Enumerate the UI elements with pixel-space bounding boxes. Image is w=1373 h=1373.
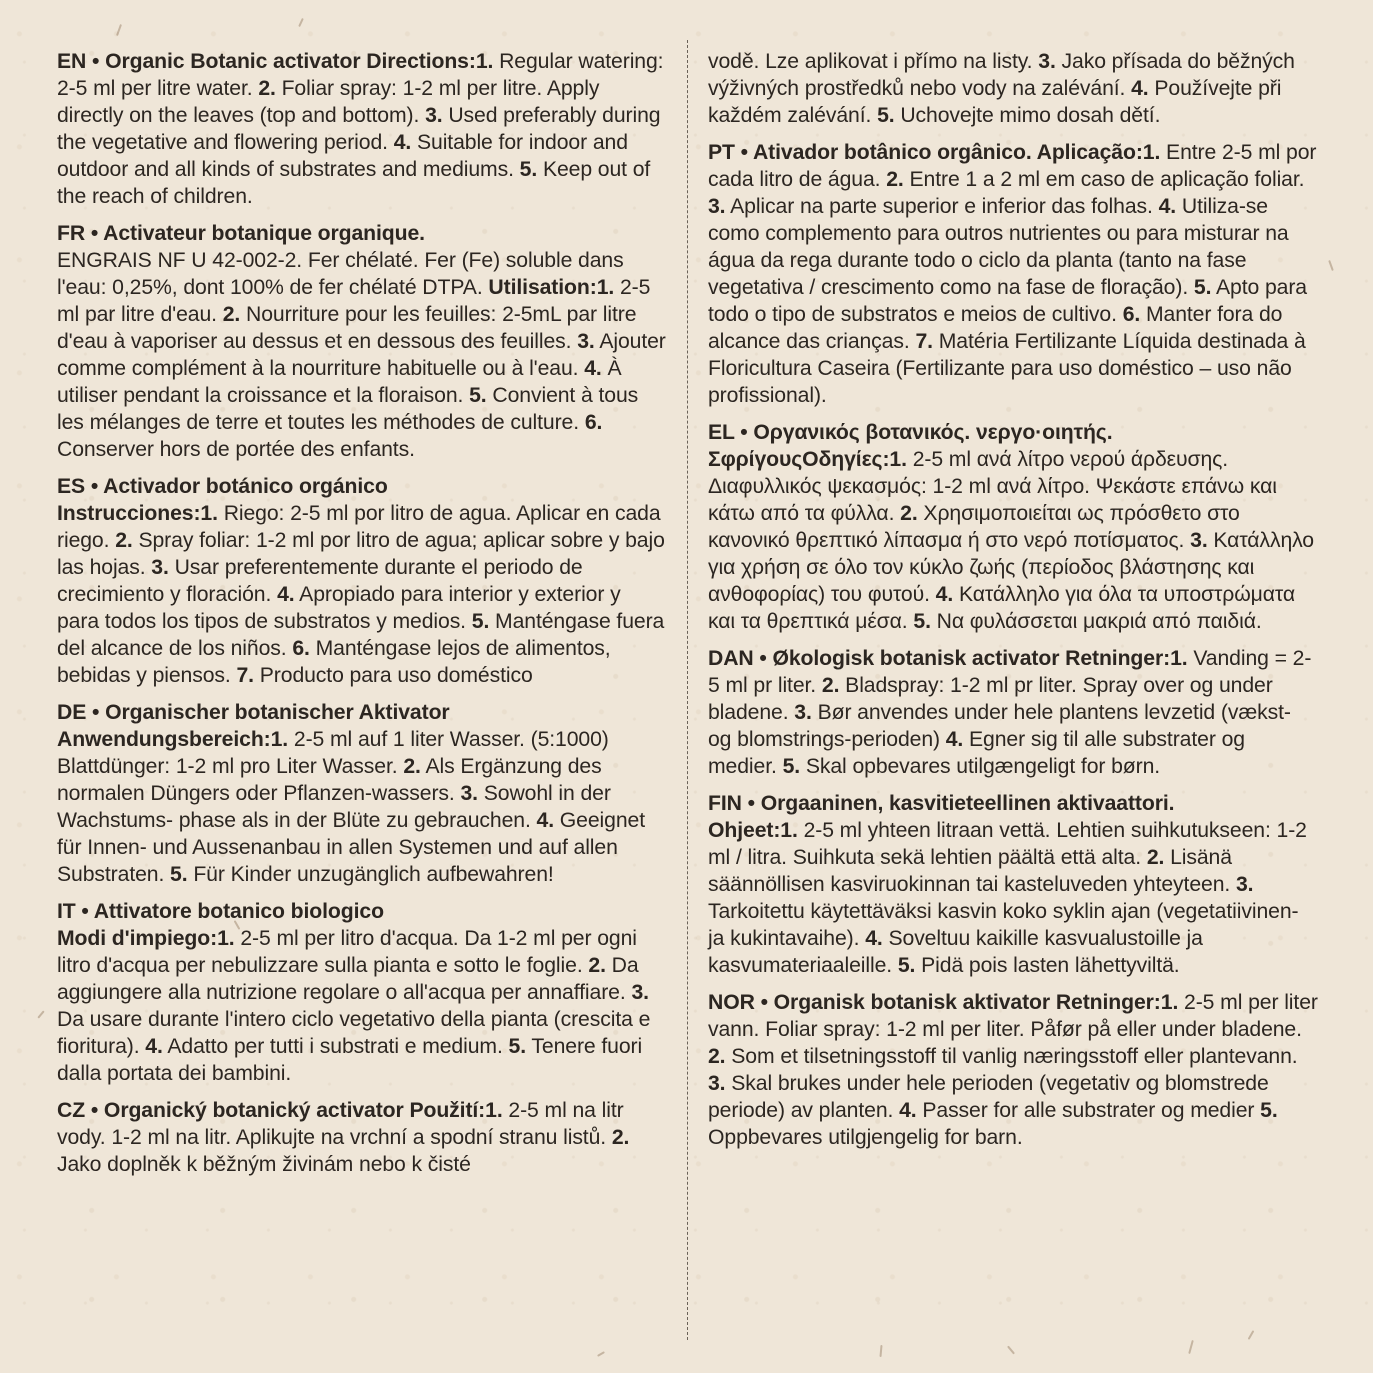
paper-fiber xyxy=(1328,260,1334,271)
section-subheading: Instrucciones: xyxy=(57,502,201,525)
item-text: Tenere fuori dalla portata dei bambini. xyxy=(57,1035,643,1085)
item-text: Als Ergänzung des normalen Düngers oder Pflanzen-wassers. xyxy=(57,755,602,805)
section-text xyxy=(708,989,1318,1151)
column-divider xyxy=(687,40,688,1340)
item-text: Uchovejte mimo dosah dětí. xyxy=(894,104,1161,127)
item-number: 4. xyxy=(536,809,555,832)
item-text: Jako přísada do běžných výživných prostředků nebo vody na zalévání. xyxy=(708,50,1295,100)
item-text: Pidä pois lasten lähettyviltä. xyxy=(915,954,1180,977)
item-text: Tarkoitettu käytettäväksi kasvin koko syklin ajan (vegetatiivinen- ja kukintavaihe). xyxy=(708,900,1299,950)
item-text: Apropiado para interior y exterior y para todos los tipos de substratos y medios. xyxy=(57,583,621,633)
item-text: À utiliser pendant la croissance et la floraison. xyxy=(57,357,622,407)
section-it xyxy=(57,898,667,1087)
paper-fiber xyxy=(37,1010,44,1018)
item-number: 4. xyxy=(584,357,602,380)
item-text: 2-5 ml per litro d'acqua. Da 1-2 ml per ogni litro d'acqua per nebulizzare sulla pianta e sotto le foglie. xyxy=(57,927,637,977)
item-number: 1. xyxy=(475,50,494,73)
item-number: 2. xyxy=(403,755,421,778)
item-number: 3. xyxy=(1038,50,1056,73)
item-number: 5. xyxy=(913,610,931,633)
section-heading: IT • Attivatore botanico biologico xyxy=(57,900,384,923)
section-subheading: Modi d'impiego: xyxy=(57,927,218,950)
item-text: Adatto per tutti i substrati e medium. xyxy=(162,1035,509,1058)
item-number: 2. xyxy=(1146,846,1165,869)
paper-fiber xyxy=(1007,1346,1015,1355)
item-text: Aplicar na parte superior e inferior das folhas. xyxy=(725,195,1159,218)
instruction-item xyxy=(708,50,1038,73)
item-text: Κατάλληλο για όλα τα υποστρώματα και τα θρεπτικά μέσα. xyxy=(708,583,1296,633)
item-number: 7. xyxy=(236,664,254,687)
paper-fiber xyxy=(116,24,122,36)
section-heading: EL • Οργανικός βοτανικός. νεργο·οιητής. xyxy=(708,421,1113,444)
item-text: Entre 1 a 2 ml em caso de aplicação foliar. xyxy=(903,168,1305,191)
item-number: 6. xyxy=(1122,303,1141,326)
section-text xyxy=(57,220,667,463)
section-el xyxy=(708,419,1318,635)
section-fin xyxy=(708,790,1318,979)
item-text: Da usare durante l'intero ciclo vegetativo della pianta (crescita e fioritura). xyxy=(57,1008,651,1058)
instruction-item xyxy=(877,104,1160,127)
paper-fiber xyxy=(597,1351,605,1357)
item-number: 1. xyxy=(1170,647,1188,670)
paper-fiber xyxy=(1248,1330,1255,1340)
item-text: Riego: 2-5 ml por litro de agua. Aplicar en cada riego. xyxy=(57,502,661,552)
instruction-item xyxy=(783,755,1161,778)
section-heading: EN • Organic Botanic activator Directions: xyxy=(57,50,476,73)
item-text: Lisänä säännöllisen kasviruokinnan tai kasteluveden yhteyteen. xyxy=(708,846,1236,896)
item-number: 4. xyxy=(945,728,964,751)
item-text: 2-5 ml per liter vann. Foliar spray: 1-2 ml per liter. Påfør på eller under bladene. xyxy=(708,991,1318,1041)
section-text xyxy=(57,1097,667,1178)
section-text xyxy=(57,699,667,888)
item-number: 5. xyxy=(1260,1099,1278,1122)
item-text: Utiliza-se como complemento para outros nutrientes ou para misturar na água da rega durante todo o ciclo da planta (tanto na fase vegetativa / crescimento como na fase de floração). xyxy=(708,195,1289,299)
paper-fiber xyxy=(298,18,304,27)
item-text: Da aggiungere alla nutrizione regolare o all'acqua per annaffiare. xyxy=(57,954,639,1004)
section-heading: FIN • Orgaaninen, kasvitieteellinen aktivaattori. xyxy=(708,792,1175,815)
item-number: 5. xyxy=(1193,276,1212,299)
item-text: Oppbevares utilgjengelig for barn. xyxy=(708,1126,1023,1149)
item-number: 5. xyxy=(782,755,801,778)
item-number: 7. xyxy=(915,330,933,353)
instruction-item xyxy=(913,610,1261,633)
item-text: Jako doplněk k běžným živinám nebo k čisté xyxy=(57,1153,471,1176)
item-number: 5. xyxy=(877,104,895,127)
item-text: Matéria Fertilizante Líquida destinada à Floricultura Caseira (Fertilizante para uso doméstico – uso não profissional). xyxy=(708,330,1306,407)
item-text: Used preferably during the vegetative and flowering period. xyxy=(57,104,661,154)
item-number: 3. xyxy=(151,556,169,579)
item-text: 2-5 ml yhteen litraan vettä. Lehtien suihkutukseen: 1-2 ml / litra. Suihkuta sekä lehtien päältä että alta. xyxy=(708,819,1307,869)
section-heading: ES • Activador botánico orgánico xyxy=(57,475,388,498)
section-dan xyxy=(708,645,1318,780)
section-heading: DE • Organischer botanischer Aktivator xyxy=(57,701,450,724)
item-text: Manténgase fuera del alcance de los niños. xyxy=(57,610,665,660)
section-subheading: ΣφρίγουςΟδηγίες: xyxy=(708,448,890,471)
item-text: Bør anvendes under hele plantens levzetid (vækst- og blomstrings-perioden) xyxy=(708,701,1291,751)
item-number: 5. xyxy=(897,954,916,977)
item-text: Να φυλάσσεται μακριά από παιδιά. xyxy=(930,610,1262,633)
item-text: Nourriture pour les feuilles: 2-5mL par litre d'eau à vaporiser au dessus et en dessous des feuilles. xyxy=(57,303,637,353)
item-number: 5. xyxy=(469,384,487,407)
item-number: 3. xyxy=(1235,873,1254,896)
item-number: 3. xyxy=(708,195,726,218)
item-number: 4. xyxy=(865,927,883,950)
item-text: 2-5 ml na litr vody. 1-2 ml na litr. Aplikujte na vrchní a spodní stranu listů. xyxy=(57,1099,624,1149)
item-text: Manténgase lejos de alimentos, bebidas y piensos. xyxy=(57,637,611,687)
paper-fiber xyxy=(879,1345,882,1357)
instruction-item xyxy=(898,954,1180,977)
item-text: Für Kinder unzugänglich aufbewahren! xyxy=(187,863,554,886)
right-column xyxy=(708,48,1318,1161)
item-number: 1. xyxy=(889,448,907,471)
item-number: 2. xyxy=(886,168,904,191)
item-text: Manter fora do alcance das crianças. xyxy=(708,303,1283,353)
item-text: Convient à tous les mélanges de terre et toutes les méthodes de culture. xyxy=(57,384,639,434)
item-text: Bladspray: 1-2 ml pr liter. Spray over og under bladene. xyxy=(708,674,1273,724)
item-number: 6. xyxy=(292,637,310,660)
item-number: 1. xyxy=(270,728,289,751)
section-text xyxy=(708,139,1318,409)
item-number: 4. xyxy=(899,1099,917,1122)
item-number: 2. xyxy=(115,529,133,552)
instruction-item xyxy=(886,168,1304,191)
left-column xyxy=(57,48,667,1188)
section-cz-cont xyxy=(708,48,1318,129)
item-number: 2. xyxy=(611,1126,630,1149)
section-intro: ENGRAIS NF U 42-002-2. Fer chélaté. Fer (Fe) soluble dans l'eau: 0,25%, dont 100% de fer chélaté DTPA. xyxy=(57,249,624,299)
instruction-item xyxy=(899,1099,1260,1122)
item-number: 3. xyxy=(577,330,595,353)
item-number: 3. xyxy=(708,1072,726,1095)
item-number: 5. xyxy=(519,158,538,181)
item-text: Keep out of the reach of children. xyxy=(57,158,651,208)
item-text: Apto para todo o tipo de substratos e meios de cultivo. xyxy=(708,276,1307,326)
item-text: Foliar spray: 1-2 ml per litre. Apply directly on the leaves (top and bottom). xyxy=(57,77,600,127)
instruction-item xyxy=(708,1045,1298,1068)
item-number: 4. xyxy=(1158,195,1177,218)
item-number: 4. xyxy=(935,583,954,606)
item-text: Soveltuu kaikille kasvualustoille ja kasvumateriaaleille. xyxy=(708,927,1203,977)
section-text xyxy=(57,898,667,1087)
section-heading: FR • Activateur botanique organique. xyxy=(57,222,425,245)
item-text: Producto para uso doméstico xyxy=(253,664,533,687)
section-text xyxy=(708,419,1318,635)
item-text: vodě. Lze aplikovat i přímo na listy. xyxy=(708,50,1039,73)
item-number: 4. xyxy=(277,583,295,606)
item-text: Som et tilsetningsstoff til vanlig næringsstoff eller plantevann. xyxy=(725,1045,1298,1068)
section-fr xyxy=(57,220,667,463)
item-number: 6. xyxy=(584,411,603,434)
item-text: Regular watering: 2-5 ml per litre water. xyxy=(57,50,664,100)
item-number: 3. xyxy=(1190,529,1208,552)
item-number: 5. xyxy=(471,610,490,633)
item-number: 4. xyxy=(393,131,412,154)
section-heading: PT • Ativador botânico orgânico. Aplicação: xyxy=(708,141,1143,164)
section-nor xyxy=(708,989,1318,1151)
item-text: Skal brukes under hele perioden (vegetativ og blomstrede periode) av planten. xyxy=(708,1072,1269,1122)
item-number: 2. xyxy=(222,303,241,326)
section-text xyxy=(708,645,1318,780)
item-text: Passer for alle substrater og medier xyxy=(916,1099,1261,1122)
item-number: 1. xyxy=(1142,141,1161,164)
item-text: Egner sig til alle substrater og medier. xyxy=(708,728,1245,778)
section-text xyxy=(708,48,1318,129)
section-subheading: Anwendungsbereich: xyxy=(57,728,271,751)
section-pt xyxy=(708,139,1318,409)
item-text: Entre 2-5 ml por cada litro de água. xyxy=(708,141,1317,191)
section-heading: CZ • Organický botanický activator Použití: xyxy=(57,1099,486,1122)
instruction-item xyxy=(145,1035,508,1058)
item-text: Používejte při každém zalévání. xyxy=(708,77,1282,127)
item-text: Conserver hors de portée des enfants. xyxy=(57,438,415,461)
item-text: Sowohl in der Wachstums- phase als in der Blüte zu gebrauchen. xyxy=(57,782,611,832)
item-text: 2-5 ml par litre d'eau. xyxy=(57,276,651,326)
item-number: 3. xyxy=(794,701,812,724)
item-number: 5. xyxy=(170,863,188,886)
paper-fiber xyxy=(1188,1340,1194,1354)
item-number: 3. xyxy=(425,104,443,127)
section-subheading: Ohjeet: xyxy=(708,819,781,842)
item-text: Ajouter comme complément à la nourriture habituelle ou à l'eau. xyxy=(57,330,666,380)
section-text xyxy=(708,790,1318,979)
section-en xyxy=(57,48,667,210)
item-text: Χρησιμοποιείται ως πρόσθετο στο κανονικό θρεπτικό λίπασμα ή στο νερό ποτίσματος. xyxy=(708,502,1240,552)
section-heading: NOR • Organisk botanisk aktivator Retninger: xyxy=(708,991,1161,1014)
section-heading: DAN • Økologisk botanisk activator Retninger: xyxy=(708,647,1171,670)
item-number: 3. xyxy=(631,981,649,1004)
item-text: Spray foliar: 1-2 ml por litro de agua; aplicar sobre y bajo las hojas. xyxy=(57,529,665,579)
instruction-item xyxy=(237,664,533,687)
item-number: 2. xyxy=(258,77,276,100)
item-text: 2-5 ml auf 1 liter Wasser. (5:1000) Blattdünger: 1-2 ml pro Liter Wasser. xyxy=(57,728,609,778)
item-number: 4. xyxy=(145,1035,163,1058)
section-text xyxy=(57,48,667,210)
item-number: 3. xyxy=(460,782,478,805)
item-text: Skal opbevares utilgængeligt for børn. xyxy=(800,755,1161,778)
item-number: 2. xyxy=(821,674,840,697)
item-text: 2-5 ml ανά λίτρο νερού άρδευσης. Διαφυλλικός ψεκασμός: 1-2 ml ανά λίτρο. Ψεκάστε επάνω και κάτω από τα φύλλα. xyxy=(708,448,1277,525)
section-subheading: Utilisation: xyxy=(488,276,597,299)
item-text: Usar preferentemente durante el periodo de crecimiento y floración. xyxy=(57,556,583,606)
item-text: Κατάλληλο για χρήση σε όλο τον κύκλο ζωής (περίοδος βλάστησης και ανθοφορίας) του φυτού. xyxy=(708,529,1314,606)
section-es xyxy=(57,473,667,689)
section-cz xyxy=(57,1097,667,1178)
item-text: Vanding = 2-5 ml pr liter. xyxy=(708,647,1312,697)
instruction-item xyxy=(170,863,554,886)
section-de xyxy=(57,699,667,888)
item-number: 1. xyxy=(780,819,798,842)
item-number: 1. xyxy=(200,502,218,525)
item-number: 2. xyxy=(708,1045,726,1068)
item-number: 2. xyxy=(588,954,606,977)
item-number: 1. xyxy=(596,276,615,299)
item-number: 1. xyxy=(485,1099,503,1122)
item-number: 4. xyxy=(1131,77,1149,100)
item-number: 1. xyxy=(1160,991,1179,1014)
item-number: 1. xyxy=(217,927,235,950)
section-text xyxy=(57,473,667,689)
item-text: Geeignet für Innen- und Aussenanbau in allen Systemen und auf allen Substraten. xyxy=(57,809,645,886)
item-text: Suitable for indoor and outdoor and all kinds of substrates and mediums. xyxy=(57,131,628,181)
item-number: 5. xyxy=(508,1035,527,1058)
instruction-item xyxy=(708,195,1159,218)
item-number: 2. xyxy=(900,502,918,525)
